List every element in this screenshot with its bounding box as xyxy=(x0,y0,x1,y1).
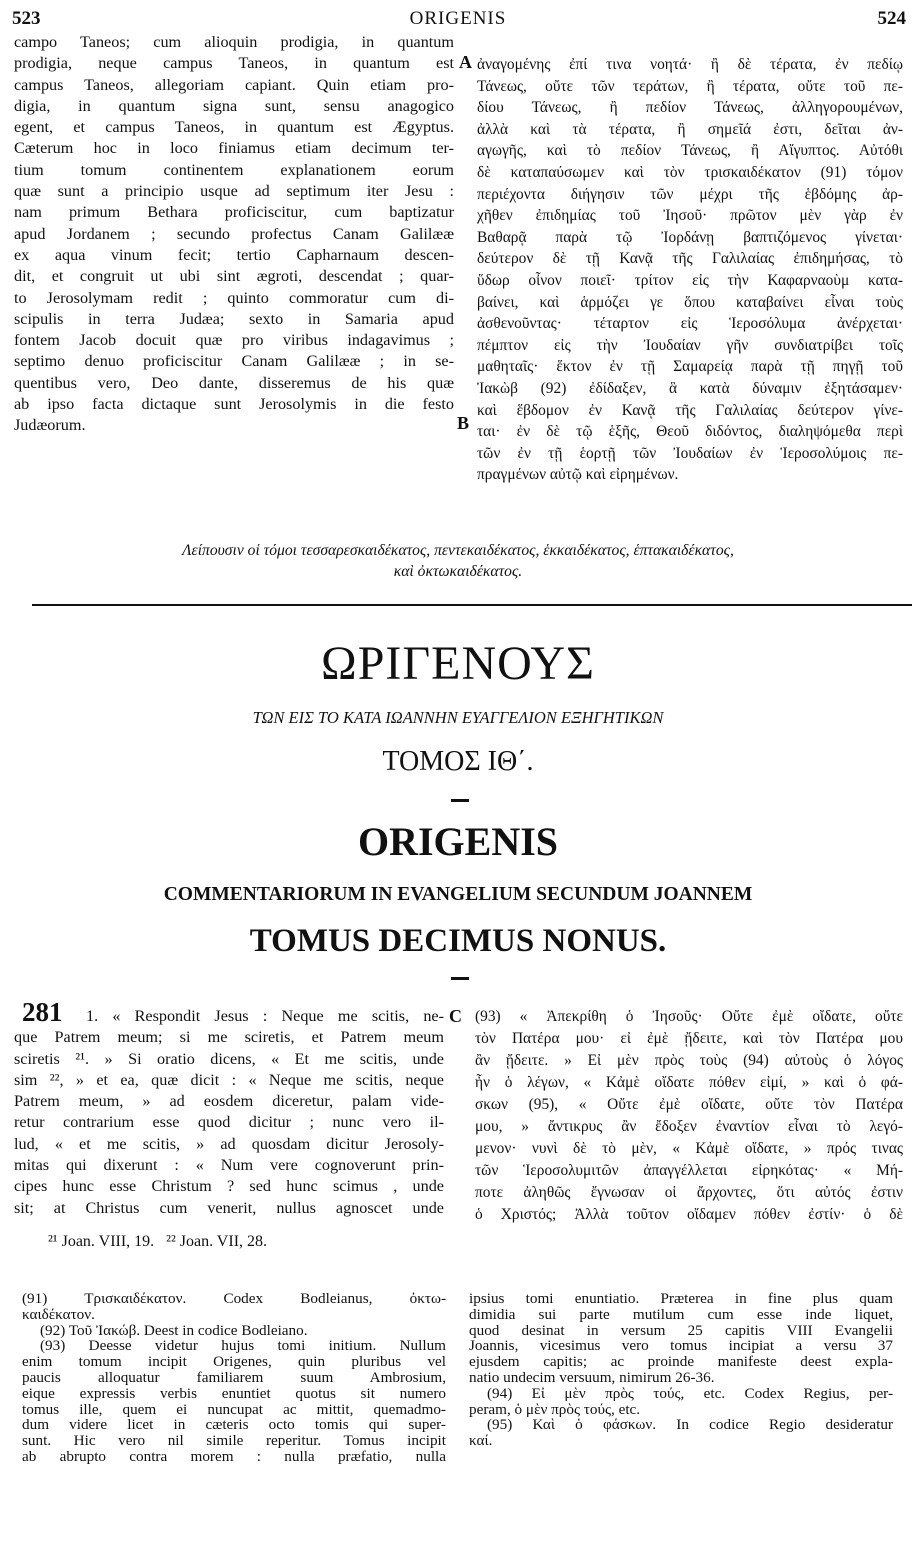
footnote-line: Joannis, vicesimus vero tomus incipiat a versu 37 xyxy=(469,1338,893,1355)
footnote-line: (95) Καὶ ὁ φάσκων. In codice Regio desideratur xyxy=(487,1417,893,1434)
text-line: fontem Jacob docuit quæ pro viribus indagavimus ; xyxy=(14,331,454,350)
missing-tomes-note: Λείπουσιν οἱ τόμοι τεσσαρεσκαιδέκατος, πεντεκαιδέκατος, ἑκκαιδέκατος, ἑπτακαιδέκατος, xyxy=(182,542,734,559)
text-line: χῆθεν ἐπιδημίας τοῦ Ἰησοῦ· πρῶτον μὲν γὰρ ἐν xyxy=(477,207,903,225)
marginal-letter-a: A xyxy=(459,52,472,72)
footnote-line: (94) Εἰ μὲν πρὸς τούς, etc. Codex Regius, per- xyxy=(487,1385,893,1402)
text-line: dit, et congruit ut ubi sint ægroti, descendat ; quar- xyxy=(14,267,454,286)
text-line: prodigia, neque campus Taneos, in quantum est xyxy=(14,54,454,73)
text-line: ἀναγομένης ἐπί τινα νοητά· ἢ δὲ τέρατα, ἐν πεδίῳ xyxy=(477,56,903,73)
running-title: ORIGENIS xyxy=(409,8,507,29)
text-line: retur contrarium esse quod dicitur ; nunc vero il- xyxy=(14,1113,444,1132)
footnote-line: ipsius tomi enuntiatio. Præterea in fine plus quam xyxy=(469,1291,893,1307)
text-line: septimo denuo proficiscitur Canam Galilææ ; in se- xyxy=(14,352,454,371)
text-line: digia, in quantum signa sunt, sensu anagogico xyxy=(14,96,454,115)
footnote-line: enim tomum incipit Origenes, quin pluribus vel xyxy=(22,1354,446,1370)
upper-latin-column xyxy=(14,32,454,437)
text-line: ἂν ᾔδειτε. » Εἰ μὲν πρὸς τοὺς (94) αὐτοὺς ὁ λόγος xyxy=(475,1052,903,1069)
text-line: Judæorum. xyxy=(14,416,86,435)
footnote-line: paucis alloquatur familiarem suum Ambrosium, xyxy=(22,1369,446,1386)
footnotes-right xyxy=(469,1291,893,1449)
footnote-line: (91) Τρισκαιδέκατον. Codex Bodleianus, ὀκτω- xyxy=(22,1291,446,1307)
greek-subtitle: ΤΩΝ ΕΙΣ ΤΟ ΚΑΤΑ ΙΩΑΝΝΗΝ ΕΥΑΓΓΕΛΙΟΝ ΕΞΗΓΗΤΙΚΩΝ xyxy=(252,708,664,727)
text-line: Βαθαρᾷ παρὰ τῷ Ἰορδάνῃ βαπτιζόμενος γίνεται· xyxy=(477,228,903,246)
text-line: ab ipso facta dictaque sunt Jerosolymis in die festo xyxy=(14,395,454,414)
text-line: lud, « et me scitis, » ad quosdam dicitur Jerosoly- xyxy=(14,1134,444,1153)
text-line: ἀσθενοῦντας· τέταρτον εἰς Ἱεροσόλυμα ἀνέρχεται· xyxy=(477,315,903,333)
text-line: πέμπτον εἰς τὴν Ἰουδαίαν γῆν συνδιατρίβει τοῖς xyxy=(477,336,903,354)
text-line: τῶν ἐν τῇ ἑορτῇ τῶν Ἰουδαίων ἐν Ἱεροσολύμοις πε- xyxy=(477,444,903,462)
footnote-line: καιδέκατον. xyxy=(22,1306,95,1323)
text-line: campo Taneos; cum alioquin prodigia, in quantum xyxy=(14,33,454,51)
footnote-line: peram, ὁ μὲν πρὸς τούς, etc. xyxy=(469,1401,641,1418)
short-dash-2 xyxy=(451,977,469,980)
latin-subtitle: COMMENTARIORUM IN EVANGELIUM SECUNDUM JOANNEM xyxy=(163,884,753,905)
footnote-line: ab abrupto contra morem : nulla præfatio, nulla xyxy=(22,1448,446,1465)
footnote-line: dimidia sui parte mutilum cum esse inde liquet, xyxy=(469,1306,893,1323)
text-line: μου, » ἄντικρυς ἂν ἔδοξεν ἐναντίον εἶναι τὸ λεγό- xyxy=(475,1118,903,1135)
column-number: 281 xyxy=(22,997,63,1027)
footnote-line: tomus ille, quem ei nuncupat ac mittit, quemadmo- xyxy=(22,1401,446,1418)
text-line: nam primum Bethara proficiscitur, cum baptizatur xyxy=(14,203,454,222)
text-line: Patrem meum, » ad eosdem diceretur, palam vide- xyxy=(14,1092,444,1111)
text-line: sciretis ²¹. » Si oratio dicens, « Et me scitis, unde xyxy=(14,1049,444,1068)
lower-latin-column xyxy=(14,1006,444,1219)
latin-tome: TOMUS DECIMUS NONUS. xyxy=(249,923,667,959)
footnote-line: eique expressis verbis enuntiet quotus sit numero xyxy=(22,1385,446,1402)
lower-greek-column xyxy=(475,1006,903,1226)
text-line: δὲ καταπαύσωμεν καὶ τὸν τρισκαιδέκατον (91) τόμον xyxy=(477,163,903,181)
marginal-letter-c: C xyxy=(449,1006,462,1026)
text-line: σκων (95), « Οὔτε ἐμὲ οἴδατε, οὔτε τὸν Πατέρα xyxy=(475,1096,903,1113)
text-line: quentibus vero, Deo dante, disseremus de his quæ xyxy=(14,373,454,392)
text-line: Ἰακὼβ (92) ἐδίδαξεν, ἃ κατὰ δύναμιν ἐξητάσαμεν· xyxy=(477,379,903,397)
short-dash xyxy=(451,799,469,802)
text-line: cipes hunc esse Christum ? sed hunc scimus , unde xyxy=(14,1177,444,1196)
text-line: sim ²², » et ea, quæ dicit : « Neque me scitis, neque xyxy=(14,1070,444,1089)
greek-author-title: ΩΡΙΓΕΝΟΥΣ xyxy=(321,637,595,690)
text-line: sit; at Christus cum venerit, nullus agnoscet unde xyxy=(14,1198,444,1217)
upper-greek-column xyxy=(477,54,903,486)
text-line: τῶν Ἱεροσολυμιτῶν ἀπαγγέλλεται εἰρηκότας· « Μή- xyxy=(475,1162,903,1179)
text-line: Cæterum hoc in loco finiamus etiam decimum ter- xyxy=(14,139,454,158)
text-line: μαθηταῖς· ἕκτον ἐν τῇ Σαμαρείᾳ παρὰ τῇ πηγῇ τοῦ xyxy=(477,358,903,376)
greek-tome: ΤΟΜΟΣ ΙΘ΄. xyxy=(382,746,534,777)
text-line: 1. « Respondit Jesus : Neque me scitis, ne- xyxy=(86,1007,444,1025)
text-line: Τάνεως, οὔτε τῶν τεράτων, ἢ τέρατα, οὔτε τοῦ πε- xyxy=(477,77,903,95)
marginal-letter-b: B xyxy=(457,413,470,433)
text-line: δεύτερον δὲ τῇ Κανᾷ τῆς Γαλιλαίας ἐπιδημήσας, τὸ xyxy=(477,250,903,268)
text-line: αγωγῆς, καὶ τὸ πεδίον Τάνεως, ἢ Αἴγυπτος. Αὐτόθι xyxy=(477,142,903,160)
text-line: τὸν Πατέρα μου· εἰ ἐμὲ ᾔδειτε, καὶ τὸν Πατέρα μου xyxy=(475,1030,903,1047)
text-line: καὶ ἕβδομον ἐν Κανᾷ τῆς Γαλιλαίας δεύτερον γίνε- xyxy=(477,401,903,419)
footnote-line: καί. xyxy=(469,1433,493,1449)
text-line: egent, et campus Taneos, in quantum est Ægyptus. xyxy=(14,118,454,137)
text-line: βαίνει, καὶ ἁρμόζει γε ὅπου καταβαίνει εἶναι τοὺς xyxy=(477,293,903,311)
text-line: quæ sunt a principio usque ad septimum iter Jesu : xyxy=(14,182,454,201)
footnote-line: (92) Τοῦ Ἰακώβ. Deest in codice Bodleiano. xyxy=(40,1322,308,1339)
footnote-line: quod desinat in versum 25 capitis VIII Evangelii xyxy=(469,1322,893,1339)
text-line: campus Taneos, allegoriam capiant. Quin etiam pro- xyxy=(14,75,454,94)
page-number-right: 524 xyxy=(877,8,906,29)
missing-tomes-note-cont: καὶ ὀκτωκαιδέκατος. xyxy=(393,563,523,580)
page-number-left: 523 xyxy=(12,8,41,29)
text-line: δίου Τάνεως, ἢ πεδίον Τάνεως, ἀλληγορουμένων, xyxy=(477,99,903,117)
footnote-line: sunt. Hic vero nil simile reperitur. Tomus incipit xyxy=(22,1433,446,1449)
text-line: ἦν ὁ λέγων, « Κἀμὲ οἴδατε πόθεν εἰμί, » καὶ ὁ φά- xyxy=(475,1074,903,1091)
text-line: scipulis in terra Judæa; sexto in Samaria apud xyxy=(14,309,454,328)
text-line: ὕδωρ οἶνον ποιεῖ· τρίτον εἰς τὴν Καφαρναοὺμ κατα- xyxy=(477,271,903,289)
text-line: πραγμένων αὐτῷ καὶ εἰρημένων. xyxy=(477,466,679,484)
footnote-line: natio undecim versuum, nimirum 26-36. xyxy=(469,1369,715,1386)
section-rule xyxy=(32,604,912,606)
text-line: mitas qui dixerunt : « Num vere cognoverunt prin- xyxy=(14,1156,444,1175)
latin-author-title: ORIGENIS xyxy=(357,819,559,864)
text-line: to Jerosolymam redit ; quinto commoratur cum di- xyxy=(14,288,454,307)
footnotes-left xyxy=(22,1291,446,1465)
text-line: περιέχοντα διήγησιν τῶν μέχρι τῆς ἑβδόμης ἀρ- xyxy=(477,185,903,203)
text-line: ἀλλὰ καὶ τὰ τέρατα, ἢ σημεῖά ἐστι, δεῖται ἀν- xyxy=(477,120,903,138)
footnote-line: (93) Deesse videtur hujus tomi initium. Nullum xyxy=(40,1338,446,1355)
footnote-line: dum videre licet in cæteris octo tomis qui super- xyxy=(22,1417,446,1434)
text-line: ποτε ἀληθῶς ἔγνωσαν οἱ ἄρχοντες, ὅτι αὐτός ἐστιν xyxy=(475,1184,903,1201)
text-line: que Patrem meum; si me sciretis, et Patrem meum xyxy=(14,1028,444,1047)
text-line: ται· ἐν δὲ τῷ ἑξῆς, Θεοῦ διδόντος, διαληψόμεθα περὶ xyxy=(477,423,903,441)
text-line: tium tomum continentem explanationem eorum xyxy=(14,160,454,179)
footnote-line: ejusdem capitis; ac proinde manifeste deest expla- xyxy=(469,1354,893,1370)
scripture-references: ²¹ Joan. VIII, 19. ²² Joan. VII, 28. xyxy=(48,1233,268,1250)
text-line: μενον· νυνὶ δὲ τὸ μὲν, « Κἀμὲ οἴδατε, » πρός τινας xyxy=(475,1140,903,1157)
text-line: (93) « Ἀπεκρίθη ὁ Ἰησοῦς· Οὔτε ἐμὲ οἴδατε, οὔτε xyxy=(475,1008,903,1025)
text-line: apud Jordanem ; secundo profectus Canam Galilææ xyxy=(14,224,454,243)
text-line: ὁ Χριστός; Ἀλλὰ τοῦτον οἴδαμεν πόθεν ἐστίν· ὁ δὲ xyxy=(475,1206,903,1223)
text-line: ex aqua vinum fecit; tertio Capharnaum descen- xyxy=(14,245,454,264)
